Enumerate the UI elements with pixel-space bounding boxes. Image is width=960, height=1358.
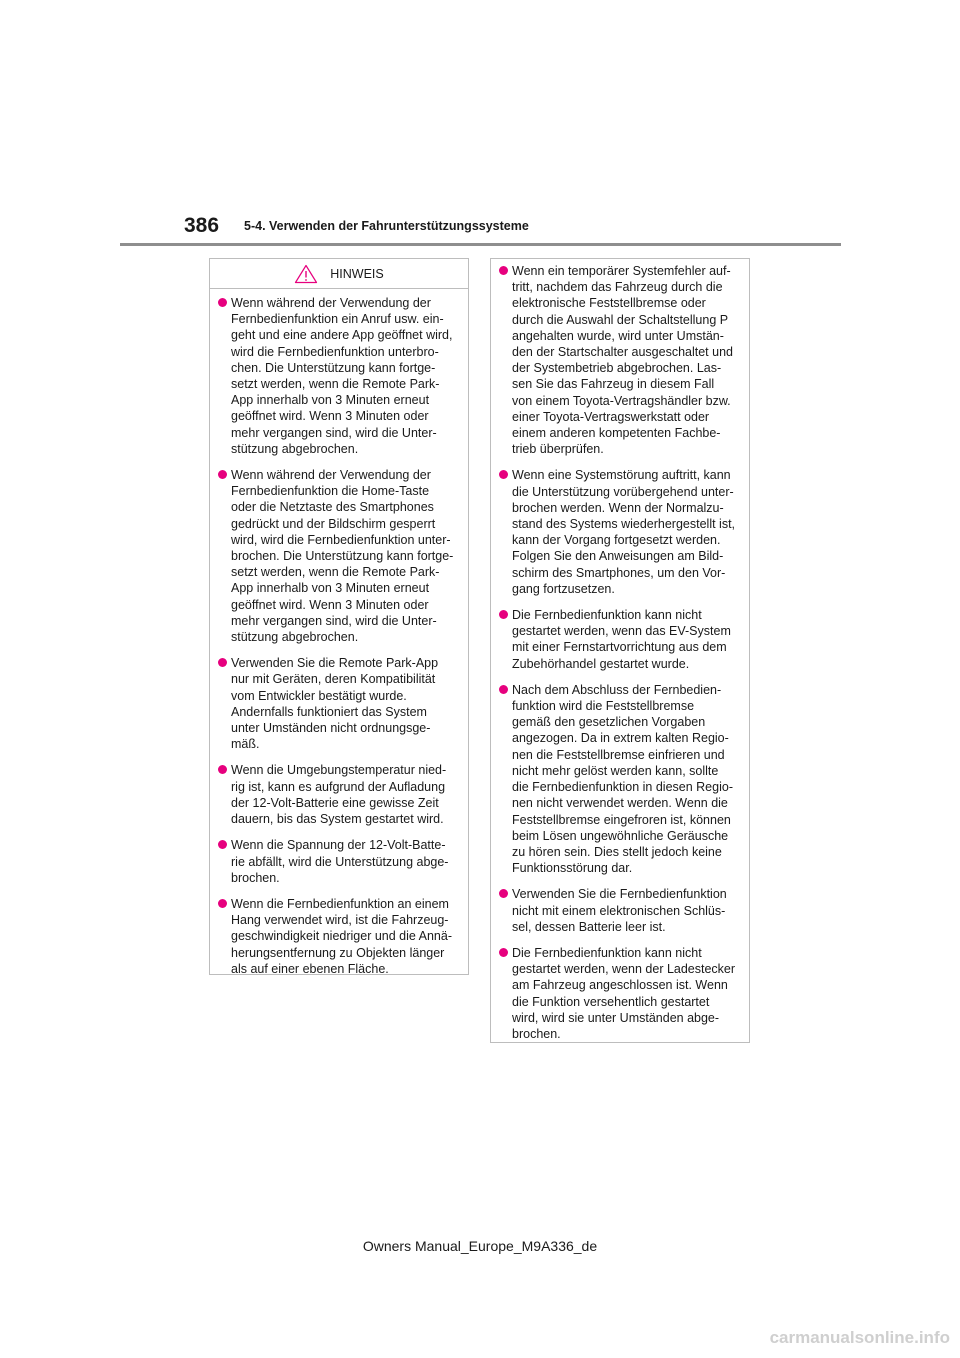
- list-item: [499, 263, 739, 457]
- bullet-icon: [499, 948, 508, 957]
- note-list: [210, 289, 468, 977]
- note-list-continued: [491, 259, 749, 1042]
- item-text: Verwenden Sie die Remote Park-App nur mit Geräten, deren Kompatibilität vom Entwickler bestätigt wurde. Andernfalls funktioniert das System unter Umständen nicht ordnungsge- mäß.: [231, 656, 439, 752]
- watermark: carmanualsonline.info: [769, 1328, 950, 1347]
- bullet-icon: [218, 298, 227, 307]
- bullet-icon: [218, 658, 227, 667]
- list-item: [499, 945, 739, 1042]
- item-text: Wenn die Umgebungstemperatur nied- rig ist, kann es aufgrund der Aufladung der 12-Volt-Batterie eine gewisse Zeit dauern, bis das System gestartet wird.: [231, 763, 447, 827]
- note-header: [210, 259, 468, 289]
- item-text: Die Fernbedienfunktion kann nicht gestartet werden, wenn das EV-System mit einer Fernstartvorrichtung aus dem Zubehörhandel gestartet wurde.: [512, 608, 731, 671]
- list-item: [499, 607, 739, 672]
- list-item: [218, 655, 458, 752]
- list-item: [218, 837, 458, 886]
- bullet-icon: [499, 266, 508, 275]
- note-box: [209, 258, 469, 975]
- bullet-icon: [218, 470, 227, 479]
- header-rule: [120, 243, 841, 246]
- list-item: [218, 762, 458, 827]
- item-text: Wenn während der Verwendung der Fernbedienfunktion ein Anruf usw. ein- geht und eine andere App geöffnet wird, wird die Fernbedienfunktion unterbro- chen. Die Unterstützung kann fortge- setzt werden, wenn die Remote Park- App innerhalb von 3 Minuten erneut geöffnet wird. Wenn 3 Minuten oder mehr vergangen sind, wird die Unter- stützung abgebrochen.: [231, 296, 453, 456]
- item-text: Wenn die Spannung der 12-Volt-Batte- rie abfällt, wird die Unterstützung abge- brochen.: [231, 838, 449, 885]
- bullet-icon: [218, 765, 227, 774]
- list-item: [499, 467, 739, 597]
- bullet-icon: [499, 889, 508, 898]
- note-box-continued: [490, 258, 750, 1043]
- list-item: [499, 886, 739, 935]
- bullet-icon: [499, 685, 508, 694]
- item-text: Wenn die Fernbedienfunktion an einem Hang verwendet wird, ist die Fahrzeug- geschwindigkeit niedriger und die Annä- herungsentfernung zu Objekten länger als auf einer ebenen Fläche.: [231, 896, 452, 976]
- item-text: Wenn eine Systemstörung auftritt, kann die Unterstützung vorübergehend unter- brochen werden. Wenn der Normalzu- stand des Systems wiederhergestellt ist, kann der Vorgang fortgesetzt werden. Folgen Sie den Anweisungen am Bild- schirm des Smartphones, um den Vor- gang fortzusetzen.: [512, 468, 736, 596]
- bullet-icon: [499, 470, 508, 479]
- list-item: [218, 467, 458, 645]
- item-text: Nach dem Abschluss der Fernbedien- funktion wird die Feststellbremse gemäß den gesetzlichen Vorgaben angezogen. Da in extrem kalten Regio- nen die Feststellbremse einfrieren und nicht mehr gelöst werden kann, sollte die Fernbedienfunktion in diesen Regio- nen nicht verwendet werden. Wenn die Feststellbremse eingefroren ist, können beim Lösen ungewöhnliche Geräusche zu hören sein. Dies stellt jedoch keine Funktionsstörung dar.: [512, 682, 733, 876]
- section-title: 5-4. Verwenden der Fahrunterstützungssysteme: [244, 219, 529, 233]
- item-text: Verwenden Sie die Fernbedienfunktion nicht mit einem elektronischen Schlüs- sel, dessen Batterie leer ist.: [512, 887, 727, 934]
- page-number: 386: [184, 214, 220, 237]
- bullet-icon: [499, 610, 508, 619]
- list-item: [218, 295, 458, 457]
- note-label: HINWEIS: [330, 266, 384, 281]
- warning-triangle-icon: [294, 264, 318, 284]
- bullet-icon: [218, 840, 227, 849]
- item-text: Die Fernbedienfunktion kann nicht gestartet werden, wenn der Ladestecker am Fahrzeug angeschlossen ist. Wenn die Funktion versehentlich gestartet wird, wird sie unter Umständen abge- brochen.: [512, 945, 736, 1041]
- manual-id: Owners Manual_Europe_M9A336_de: [362, 1238, 598, 1254]
- list-item: [218, 896, 458, 977]
- list-item: [499, 682, 739, 876]
- bullet-icon: [218, 899, 227, 908]
- item-text: Wenn ein temporärer Systemfehler auf- tritt, nachdem das Fahrzeug durch die elektronische Feststellbremse oder durch die Auswahl der Schaltstellung P angehalten wurde, wird unter Umstän- den der Startschalter ausgeschaltet und der Systembetrieb abgebrochen. Las- sen Sie das Fahrzeug in diesem Fall von einem Toyota-Vertragshändler bzw. einer Toyota-Vertragswerkstatt oder einem anderen kompetenten Fachbe- trieb überprüfen.: [512, 264, 733, 457]
- item-text: Wenn während der Verwendung der Fernbedienfunktion die Home-Taste oder die Netztaste des Smartphones gedrückt und der Bildschirm gesperrt wird, wird die Fernbedienfunktion unter- brochen. Die Unterstützung kann fortge- setzt werden, wenn die Remote Park- App innerhalb von 3 Minuten erneut geöffnet wird. Wenn 3 Minuten oder mehr vergangen sind, wird die Unter- stützung abgebrochen.: [231, 468, 454, 645]
